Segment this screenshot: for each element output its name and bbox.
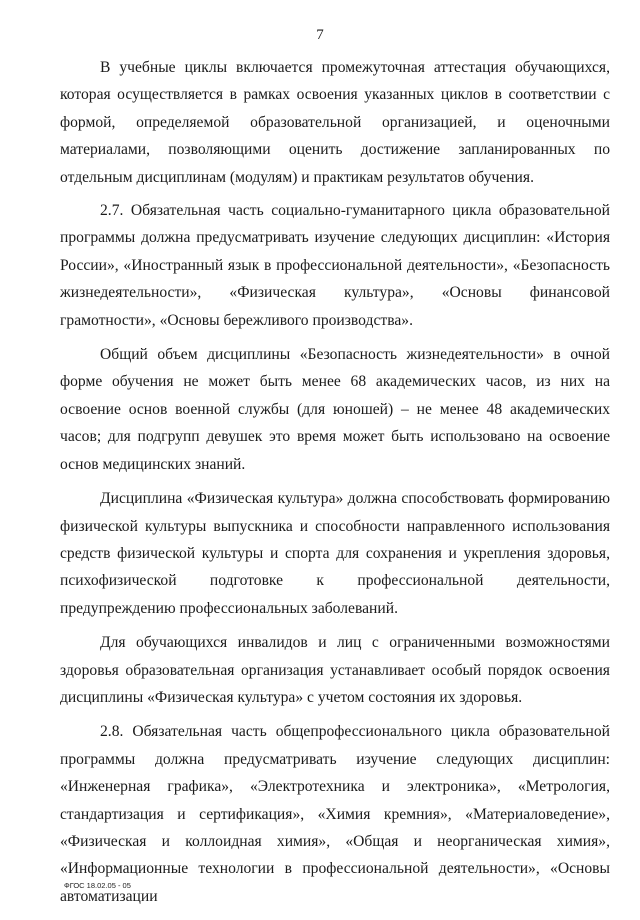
document-footer-code: ФГОС 18.02.05 - 05 — [64, 881, 131, 890]
document-body — [60, 54, 610, 916]
paragraph-2-7-social-humanitarian-cycle: 2.7. Обязательная часть социально-гуманитарного цикла образовательной программы должна предусматривать изучение следующих дисциплин: «История России», «Иностранный язык в профессиональной деятельности», «Безопасность жизнедеятельности», «Физическая культура», «Основы финансовой грамотности», «Основы бережливого производства». — [60, 202, 610, 329]
paragraph-life-safety-hours: Общий объем дисциплины «Безопасность жизнедеятельности» в очной форме обучения не может быть менее 68 академических часов, из них на освоение основ военной службы (для юношей) – не менее 48 академических часов; для подгрупп девушек это время может быть использовано на освоение основ медицинских знаний. — [60, 346, 610, 473]
paragraph-2-8-general-professional-cycle: 2.8. Обязательная часть общепрофессионального цикла образовательной программы должна предусматривать изучение следующих дисциплин: «Инженерная графика», «Электротехника и электроника», «Метрология, стандартизация и сертификация», «Химия кремния», «Материаловедение», «Физическая и коллоидная химия», «Общая и неорганическая химия», «Информационные технологии в профессиональной деятельности», «Основы автоматизации — [60, 723, 610, 905]
paragraph-physical-culture: Дисциплина «Физическая культура» должна способствовать формированию физической культуры выпускника и способности направленного использования средств физической культуры и спорта для сохранения и укрепления здоровья, психофизической подготовке к профессиональной деятельности, предупреждению профессиональных заболеваний. — [60, 490, 610, 617]
paragraph-disabled-students: Для обучающихся инвалидов и лиц с ограниченными возможностями здоровья образовательная организация устанавливает особый порядок освоения дисциплины «Физическая культура» с учетом состояния их здоровья. — [60, 634, 610, 706]
paragraph-intermediate-attestation: В учебные циклы включается промежуточная аттестация обучающихся, которая осуществляется в рамках освоения указанных циклов в соответствии с формой, определяемой образовательной организацией, и оценочными материалами, позволяющими оценить достижение запланированных по отдельным дисциплинам (модулям) и практикам результатов обучения. — [60, 59, 610, 186]
page-number: 7 — [316, 27, 324, 43]
